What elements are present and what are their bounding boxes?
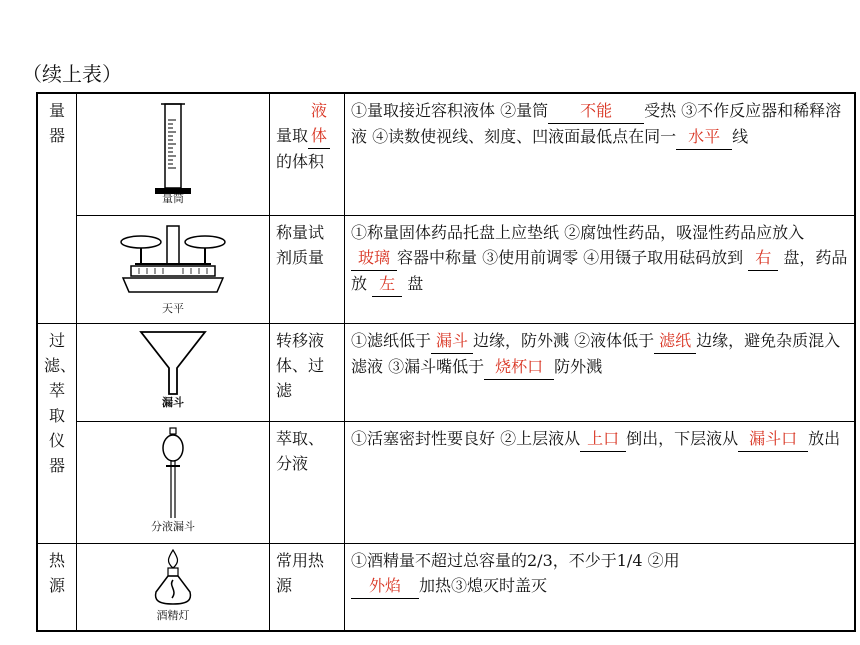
- funnel-icon: [133, 328, 213, 398]
- use-text: 量取: [276, 126, 309, 145]
- note-text: 盘，药品放: [351, 247, 848, 293]
- table-caption: （续上表）: [22, 62, 122, 86]
- image-cell: [77, 215, 270, 323]
- use-cell: 萃取、分液: [270, 421, 345, 543]
- note-text: 线: [732, 127, 749, 146]
- category-cell: 热源: [37, 543, 77, 631]
- use-cell: 常用热源: [270, 543, 345, 631]
- separatory-funnel-icon: [153, 426, 193, 522]
- notes-cell: [345, 323, 856, 421]
- answer-fill: 外焰: [351, 573, 419, 599]
- answer-fill: 不能: [548, 98, 644, 124]
- answer-fill: 滤纸: [654, 328, 696, 354]
- image-cell: [77, 421, 270, 543]
- answer-fill: 烧杯口: [484, 354, 554, 380]
- image-label: 量筒: [162, 191, 184, 205]
- table-row: [37, 323, 855, 421]
- image-cell: [77, 543, 270, 631]
- notes-cell: [345, 93, 856, 215]
- image-cell: [77, 93, 270, 215]
- note-text: ①酒精量不超过总容量的2/3，不少于1/4 ②用: [351, 550, 680, 570]
- use-cell: [270, 93, 345, 215]
- note-text: ①滤纸低于: [351, 330, 432, 350]
- image-label: 酒精灯: [156, 609, 190, 622]
- notes-cell: [345, 543, 856, 631]
- alcohol-lamp-icon: [148, 548, 198, 608]
- balance-scale-icon: [113, 220, 233, 300]
- note-text: ①活塞密封性要良好 ②上层液从: [351, 428, 581, 448]
- note-text: 容器中称量 ③使用前调零 ④用镊子取用砝码放到: [397, 247, 744, 267]
- table-row: [37, 93, 855, 215]
- answer-fill: 左: [372, 271, 402, 297]
- note-text: ①量取接近容积液体 ②量筒: [351, 101, 549, 120]
- note-text: 边缘，避免杂质混入滤液 ③漏斗嘴低于: [351, 330, 841, 376]
- note-text: 防外溅: [554, 356, 603, 376]
- note-text: 倒出，下层液从: [626, 428, 739, 448]
- table-row: [37, 543, 855, 631]
- note-text: 受热 ③不作反应器和稀释溶液 ④读数使视线、刻度、凹液面最低点在同一: [351, 101, 842, 146]
- notes-cell: [345, 421, 856, 543]
- category-cell: 过滤、萃取仪器: [37, 323, 77, 543]
- image-label: 分液漏斗: [151, 519, 195, 533]
- answer-fill: 水平: [676, 124, 732, 150]
- graduated-cylinder-icon: [143, 98, 203, 198]
- use-fill: 液体: [308, 98, 330, 149]
- answer-fill: 玻璃: [351, 245, 397, 271]
- note-text: ①称量固体药品托盘上应垫纸 ②腐蚀性药品，吸湿性药品应放入: [351, 222, 805, 242]
- answer-fill: 上口: [580, 426, 626, 452]
- table-row: [37, 421, 855, 543]
- image-label: 天平: [162, 301, 184, 315]
- answer-fill: 漏斗: [431, 328, 473, 354]
- table-row: [37, 215, 855, 323]
- category-cell: 量器: [37, 93, 77, 323]
- use-cell: 转移液体、过滤: [270, 323, 345, 421]
- image-label: 漏斗: [162, 395, 184, 409]
- answer-fill: 漏斗口: [738, 426, 808, 452]
- use-text: 的体积: [276, 152, 325, 171]
- answer-fill: 右: [748, 245, 778, 271]
- note-text: 放出: [808, 428, 841, 448]
- equipment-table: [36, 92, 856, 632]
- note-text: 加热③熄灭时盖灭: [419, 575, 548, 595]
- use-cell: 称量试剂质量: [270, 215, 345, 323]
- image-cell: [77, 323, 270, 421]
- note-text: 盘: [407, 273, 424, 293]
- note-text: 边缘，防外溅 ②液体低于: [473, 330, 655, 350]
- notes-cell: [345, 215, 856, 323]
